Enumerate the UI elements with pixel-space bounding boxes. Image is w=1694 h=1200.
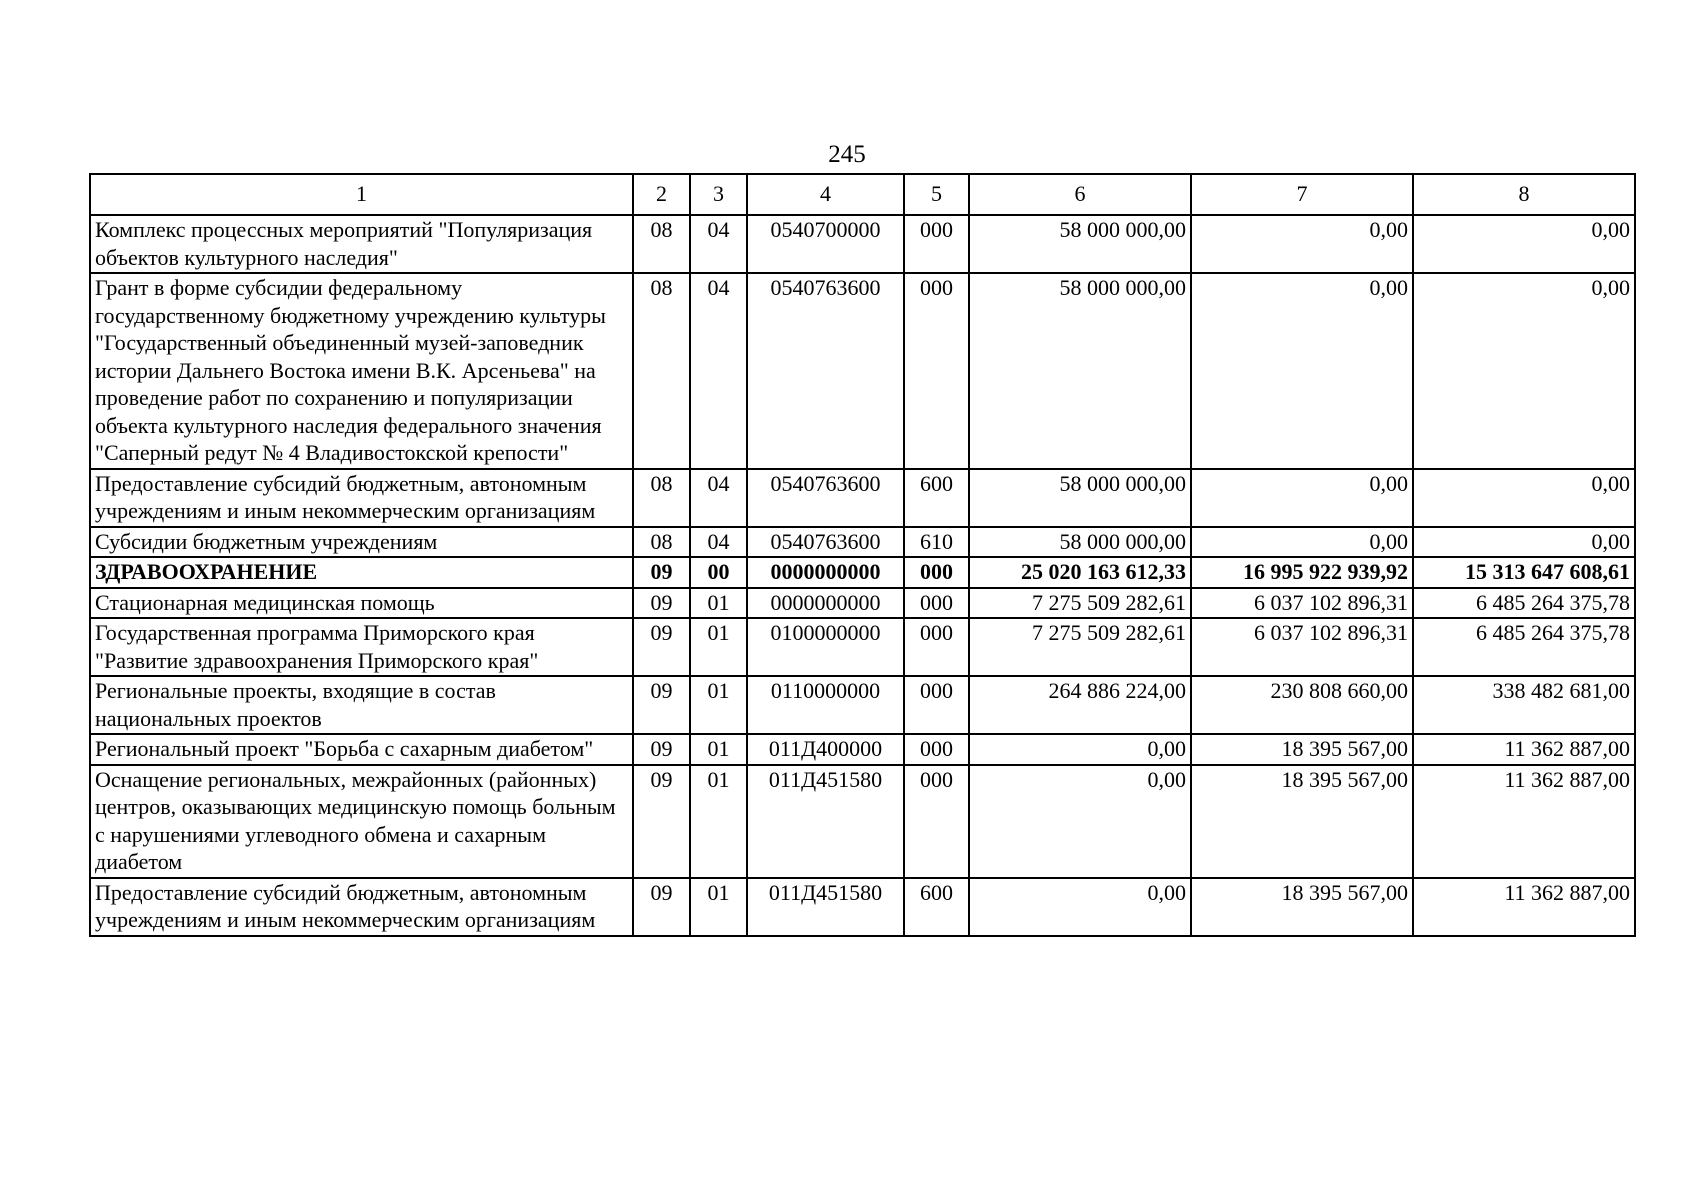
page-number: 245 <box>828 141 866 168</box>
amount-col-7: 0,00 <box>1191 469 1413 527</box>
target-article-code: 0110000000 <box>747 676 904 734</box>
amount-col-7: 16 995 922 939,92 <box>1191 557 1413 588</box>
header-cell: 7 <box>1191 174 1413 215</box>
amount-col-7: 6 037 102 896,31 <box>1191 618 1413 676</box>
subsection-code: 01 <box>690 618 747 676</box>
section-code: 09 <box>633 618 690 676</box>
amount-col-6: 0,00 <box>969 734 1191 765</box>
expense-type-code: 000 <box>904 273 969 469</box>
expense-type-code: 000 <box>904 557 969 588</box>
target-article-code: 0540763600 <box>747 527 904 558</box>
target-article-code: 0000000000 <box>747 588 904 619</box>
amount-col-7: 230 808 660,00 <box>1191 676 1413 734</box>
expense-type-code: 000 <box>904 215 969 273</box>
amount-col-8: 11 362 887,00 <box>1413 734 1635 765</box>
item-name: Региональный проект "Борьба с сахарным диабетом" <box>90 734 633 765</box>
item-name: Комплекс процессных мероприятий "Популяризация объектов культурного наследия" <box>90 215 633 273</box>
budget-table <box>89 173 1636 937</box>
section-code: 08 <box>633 273 690 469</box>
amount-col-6: 58 000 000,00 <box>969 273 1191 469</box>
target-article-code: 011Д451580 <box>747 765 904 878</box>
section-code: 09 <box>633 676 690 734</box>
expense-type-code: 000 <box>904 588 969 619</box>
header-cell: 5 <box>904 174 969 215</box>
amount-col-7: 18 395 567,00 <box>1191 734 1413 765</box>
amount-col-8: 11 362 887,00 <box>1413 765 1635 878</box>
subsection-code: 04 <box>690 469 747 527</box>
expense-type-code: 000 <box>904 734 969 765</box>
section-code: 08 <box>633 527 690 558</box>
amount-col-6: 7 275 509 282,61 <box>969 588 1191 619</box>
amount-col-6: 58 000 000,00 <box>969 215 1191 273</box>
amount-col-6: 25 020 163 612,33 <box>969 557 1191 588</box>
table-row <box>90 527 1635 558</box>
expense-type-code: 000 <box>904 618 969 676</box>
table-row <box>90 469 1635 527</box>
expense-type-code: 000 <box>904 676 969 734</box>
header-cell: 1 <box>90 174 633 215</box>
header-row <box>90 174 1635 215</box>
amount-col-7: 18 395 567,00 <box>1191 765 1413 878</box>
amount-col-6: 58 000 000,00 <box>969 469 1191 527</box>
amount-col-8: 15 313 647 608,61 <box>1413 557 1635 588</box>
amount-col-8: 0,00 <box>1413 469 1635 527</box>
header-cell: 6 <box>969 174 1191 215</box>
subsection-code: 01 <box>690 765 747 878</box>
amount-col-7: 0,00 <box>1191 273 1413 469</box>
item-name: Стационарная медицинская помощь <box>90 588 633 619</box>
subsection-code: 01 <box>690 676 747 734</box>
subsection-code: 04 <box>690 527 747 558</box>
section-code: 08 <box>633 469 690 527</box>
subsection-code: 01 <box>690 878 747 936</box>
header-cell: 4 <box>747 174 904 215</box>
target-article-code: 011Д451580 <box>747 878 904 936</box>
amount-col-8: 0,00 <box>1413 273 1635 469</box>
subsection-code: 00 <box>690 557 747 588</box>
table-row <box>90 734 1635 765</box>
section-code: 09 <box>633 588 690 619</box>
target-article-code: 0540763600 <box>747 469 904 527</box>
section-code: 09 <box>633 557 690 588</box>
amount-col-8: 6 485 264 375,78 <box>1413 618 1635 676</box>
target-article-code: 0000000000 <box>747 557 904 588</box>
target-article-code: 0100000000 <box>747 618 904 676</box>
amount-col-6: 7 275 509 282,61 <box>969 618 1191 676</box>
table-row <box>90 676 1635 734</box>
expense-type-code: 610 <box>904 527 969 558</box>
amount-col-7: 0,00 <box>1191 527 1413 558</box>
subsection-code: 01 <box>690 588 747 619</box>
table-row <box>90 588 1635 619</box>
expense-type-code: 600 <box>904 878 969 936</box>
amount-col-6: 0,00 <box>969 765 1191 878</box>
expense-type-code: 600 <box>904 469 969 527</box>
amount-col-6: 58 000 000,00 <box>969 527 1191 558</box>
amount-col-7: 6 037 102 896,31 <box>1191 588 1413 619</box>
table-row-section-total <box>90 557 1635 588</box>
amount-col-8: 0,00 <box>1413 527 1635 558</box>
target-article-code: 011Д400000 <box>747 734 904 765</box>
table-row <box>90 878 1635 936</box>
item-name: Региональные проекты, входящие в состав национальных проектов <box>90 676 633 734</box>
amount-col-6: 264 886 224,00 <box>969 676 1191 734</box>
item-name: ЗДРАВООХРАНЕНИЕ <box>90 557 633 588</box>
target-article-code: 0540700000 <box>747 215 904 273</box>
item-name: Грант в форме субсидии федеральному государственному бюджетному учреждению культуры "Государственный объединенный музей-заповедник истории Дальнего Востока имени В.К. Арсеньева" на проведение работ по сохранению и популяризации объекта культурного наследия федерального значения "Саперный редут № 4 Владивостокской крепости" <box>90 273 633 469</box>
target-article-code: 0540763600 <box>747 273 904 469</box>
item-name: Субсидии бюджетным учреждениям <box>90 527 633 558</box>
amount-col-6: 0,00 <box>969 878 1191 936</box>
table-row <box>90 618 1635 676</box>
subsection-code: 04 <box>690 215 747 273</box>
header-cell: 3 <box>690 174 747 215</box>
section-code: 09 <box>633 734 690 765</box>
amount-col-7: 0,00 <box>1191 215 1413 273</box>
subsection-code: 01 <box>690 734 747 765</box>
expense-type-code: 000 <box>904 765 969 878</box>
subsection-code: 04 <box>690 273 747 469</box>
amount-col-8: 6 485 264 375,78 <box>1413 588 1635 619</box>
item-name: Предоставление субсидий бюджетным, автономным учреждениям и иным некоммерческим организациям <box>90 878 633 936</box>
section-code: 09 <box>633 765 690 878</box>
item-name: Оснащение региональных, межрайонных (районных) центров, оказывающих медицинскую помощь больным с нарушениями углеводного обмена и сахарным диабетом <box>90 765 633 878</box>
amount-col-8: 338 482 681,00 <box>1413 676 1635 734</box>
amount-col-8: 11 362 887,00 <box>1413 878 1635 936</box>
table-row <box>90 215 1635 273</box>
amount-col-8: 0,00 <box>1413 215 1635 273</box>
header-cell: 8 <box>1413 174 1635 215</box>
item-name: Предоставление субсидий бюджетным, автономным учреждениям и иным некоммерческим организациям <box>90 469 633 527</box>
item-name: Государственная программа Приморского края "Развитие здравоохранения Приморского края" <box>90 618 633 676</box>
table-row <box>90 765 1635 878</box>
section-code: 09 <box>633 878 690 936</box>
header-cell: 2 <box>633 174 690 215</box>
amount-col-7: 18 395 567,00 <box>1191 878 1413 936</box>
section-code: 08 <box>633 215 690 273</box>
table-row <box>90 273 1635 469</box>
